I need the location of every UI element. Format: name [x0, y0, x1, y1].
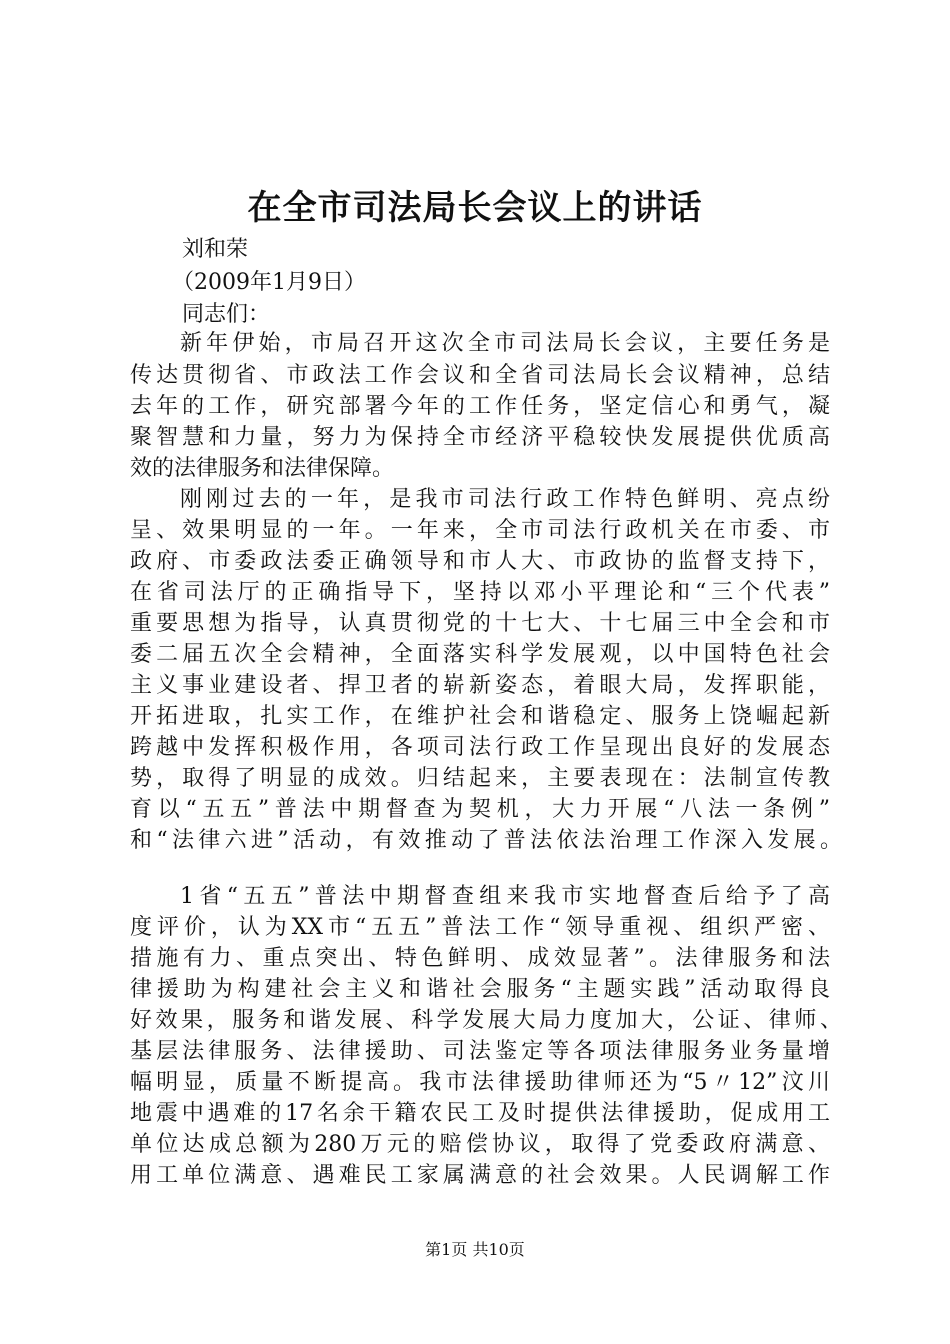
- body-line: 育以“五五”普法中期督查为契机，大力开展“八法一条例”: [130, 797, 830, 822]
- salutation-line: 同志们：: [182, 302, 271, 327]
- body-line: 势，取得了明显的成效。归结起来，主要表现在：法制宣传教: [130, 766, 830, 791]
- body-line: 传达贯彻省、市政法工作会议和全省司法局长会议精神，总结: [130, 363, 830, 388]
- body-line: 1省“五五”普法中期督查组来我市实地督查后给予了高: [180, 884, 830, 909]
- body-line: 地震中遇难的17名余干籍农民工及时提供法律援助，促成用工: [130, 1101, 830, 1126]
- body-line: 开拓进取，扎实工作，在维护社会和谐稳定、服务上饶崛起新: [130, 704, 830, 729]
- body-line: 好效果，服务和谐发展、科学发展大局力度加大，公证、律师、: [130, 1008, 842, 1033]
- document-title: 在全市司法局长会议上的讲话: [247, 188, 703, 228]
- body-line: 单位达成总额为280万元的赔偿协议，取得了党委政府满意、: [130, 1132, 830, 1157]
- body-line: 新年伊始，市局召开这次全市司法局长会议，主要任务是: [180, 331, 830, 356]
- page-number-footer: 第1页 共10页: [425, 1240, 525, 1259]
- body-line: 效的法律服务和法律保障。: [130, 456, 395, 481]
- body-line: 度评价，认为XX市“五五”普法工作“领导重视、组织严密、: [130, 915, 830, 940]
- body-line: 幅明显，质量不断提高。我市法律援助律师还为“5〃12”汶川: [130, 1070, 830, 1095]
- body-line: 基层法律服务、法律援助、司法鉴定等各项法律服务业务量增: [130, 1039, 830, 1064]
- date-line: （2009年1月9日）: [172, 270, 366, 295]
- body-line: 去年的工作，研究部署今年的工作任务，坚定信心和勇气，凝: [130, 394, 830, 419]
- body-line: 重要思想为指导，认真贯彻党的十七大、十七届三中全会和市: [130, 611, 830, 636]
- body-line: 刚刚过去的一年，是我市司法行政工作特色鲜明、亮点纷: [180, 487, 830, 512]
- body-line: 呈、效果明显的一年。一年来，全市司法行政机关在市委、市: [130, 518, 830, 543]
- body-line: 在省司法厅的正确指导下，坚持以邓小平理论和“三个代表”: [130, 580, 830, 605]
- body-line: 政府、市委政法委正确领导和市人大、市政协的监督支持下，: [130, 549, 830, 574]
- body-line: 律援助为构建社会主义和谐社会服务“主题实践”活动取得良: [130, 977, 830, 1002]
- author-line: 刘和荣: [182, 237, 249, 262]
- body-line: 委二届五次全会精神，全面落实科学发展观，以中国特色社会: [130, 642, 830, 667]
- body-line: 跨越中发挥积极作用，各项司法行政工作呈现出良好的发展态: [130, 735, 830, 760]
- body-line: 和“法律六进”活动，有效推动了普法依法治理工作深入发展。: [130, 828, 842, 853]
- body-line: 措施有力、重点突出、特色鲜明、成效显著”。法律服务和法: [130, 946, 830, 971]
- body-line: 主义事业建设者、捍卫者的崭新姿态，着眼大局，发挥职能，: [130, 673, 830, 698]
- body-line: 聚智慧和力量，努力为保持全市经济平稳较快发展提供优质高: [130, 425, 830, 450]
- body-line: 用工单位满意、遇难民工家属满意的社会效果。人民调解工作: [130, 1163, 830, 1188]
